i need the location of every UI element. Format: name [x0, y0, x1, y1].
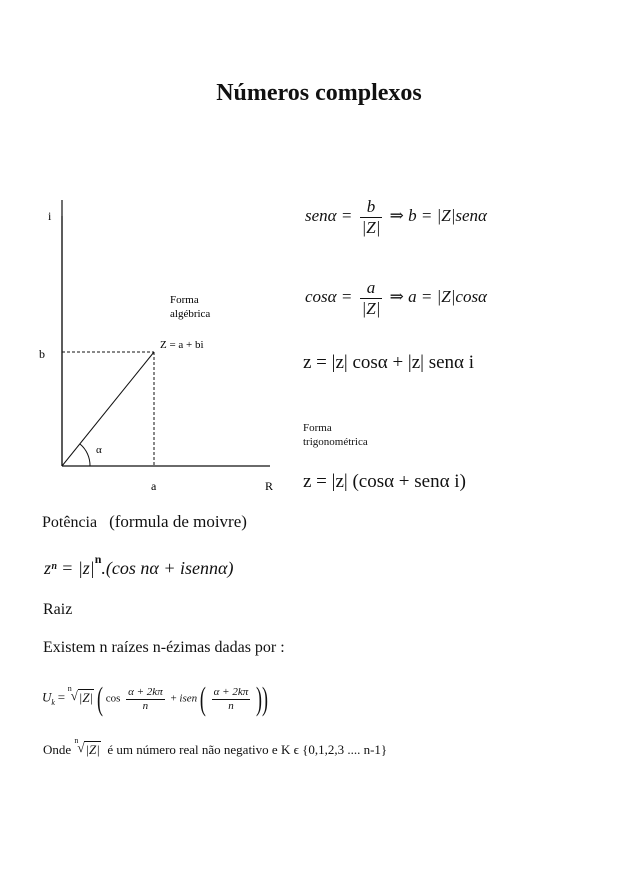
- sine-numerator: b: [366, 197, 376, 216]
- root-denominator-1: n: [126, 699, 165, 713]
- z-sum-formula: z = |z| cosα + |z| senα i: [303, 352, 475, 373]
- root-equals: =: [57, 689, 66, 705]
- potencia-heading: Potência: [42, 514, 98, 531]
- cosine-lhs: cosα =: [305, 286, 353, 306]
- moivre-rhs: .(cos nα + isennα): [101, 558, 234, 578]
- onde-root-index: n: [74, 736, 79, 745]
- angle-arc: [80, 444, 90, 466]
- moivre-formula: [44, 552, 234, 579]
- root-radical: [67, 683, 94, 706]
- onde-radicand: |Z|: [85, 742, 100, 757]
- root-subscript: k: [51, 697, 55, 707]
- root-cos: cos: [105, 692, 121, 705]
- axis-r-label: R: [265, 479, 274, 493]
- cosine-fraction: [360, 278, 383, 318]
- onde-word: Onde: [43, 742, 72, 757]
- page-title: Números complexos: [216, 80, 422, 106]
- root-index: n: [67, 683, 72, 693]
- root-isen: isen: [179, 692, 198, 705]
- root-numerator-2: α + 2kπ: [213, 686, 249, 698]
- a-label: a: [151, 479, 157, 493]
- left-paren-outer: (: [96, 680, 103, 717]
- z-trig-formula: z = |z| (cosα + senα i): [303, 471, 466, 492]
- cosine-denominator: |Z|: [361, 298, 381, 318]
- onde-rest-text: é um número real não negativo e K ϵ {0,1,2,3 .... n-1}: [107, 742, 388, 757]
- cosine-formula: [305, 278, 487, 318]
- root-plus: +: [170, 692, 177, 705]
- moivre-exponent: n: [94, 552, 102, 566]
- vector-z: [62, 352, 154, 466]
- right-paren-inner: ): [256, 680, 262, 717]
- root-denominator-2: n: [212, 699, 251, 713]
- onde-radical-sign: √: [77, 740, 85, 755]
- sine-formula: [305, 197, 487, 237]
- algebraic-form-label-line1: Forma: [170, 294, 199, 306]
- potencia-subtitle: (formula de moivre): [109, 512, 247, 531]
- trig-form-label-line2: trigonométrica: [303, 436, 368, 448]
- raiz-heading: Raiz: [43, 601, 73, 618]
- root-formula: [42, 680, 268, 717]
- onde-line: [43, 736, 388, 758]
- complex-plane-diagram: [30, 200, 290, 500]
- raiz-description: Existem n raízes n-ézimas dadas por :: [43, 639, 285, 656]
- radical-sign: √: [70, 687, 78, 703]
- b-label: b: [39, 347, 45, 361]
- sine-denominator: |Z|: [361, 217, 381, 237]
- cosine-rhs: ⇒ a = |Z|cosα: [389, 286, 487, 306]
- left-paren-inner: (: [199, 680, 206, 717]
- sine-lhs: senα =: [305, 205, 353, 225]
- onde-radical: [74, 736, 100, 758]
- root-radicand: |Z|: [78, 689, 94, 705]
- point-z-label: Z = a + bi: [160, 339, 204, 351]
- root-fraction-2: [212, 686, 251, 712]
- right-paren-outer: ): [262, 680, 268, 717]
- algebraic-form-label-line2: algébrica: [170, 308, 211, 320]
- potencia-heading-line: [42, 512, 247, 532]
- sine-rhs: ⇒ b = |Z|senα: [389, 205, 487, 225]
- sine-fraction: [360, 197, 383, 237]
- axis-i-label: i: [48, 209, 52, 223]
- root-lhs: U: [42, 689, 52, 705]
- cosine-numerator: a: [366, 278, 376, 297]
- angle-alpha-label: α: [96, 444, 102, 456]
- moivre-lhs: zⁿ = |z|: [44, 558, 95, 578]
- root-fraction-1: [126, 686, 165, 712]
- trig-form-label-line1: Forma: [303, 422, 332, 434]
- root-numerator-1: α + 2kπ: [128, 686, 163, 698]
